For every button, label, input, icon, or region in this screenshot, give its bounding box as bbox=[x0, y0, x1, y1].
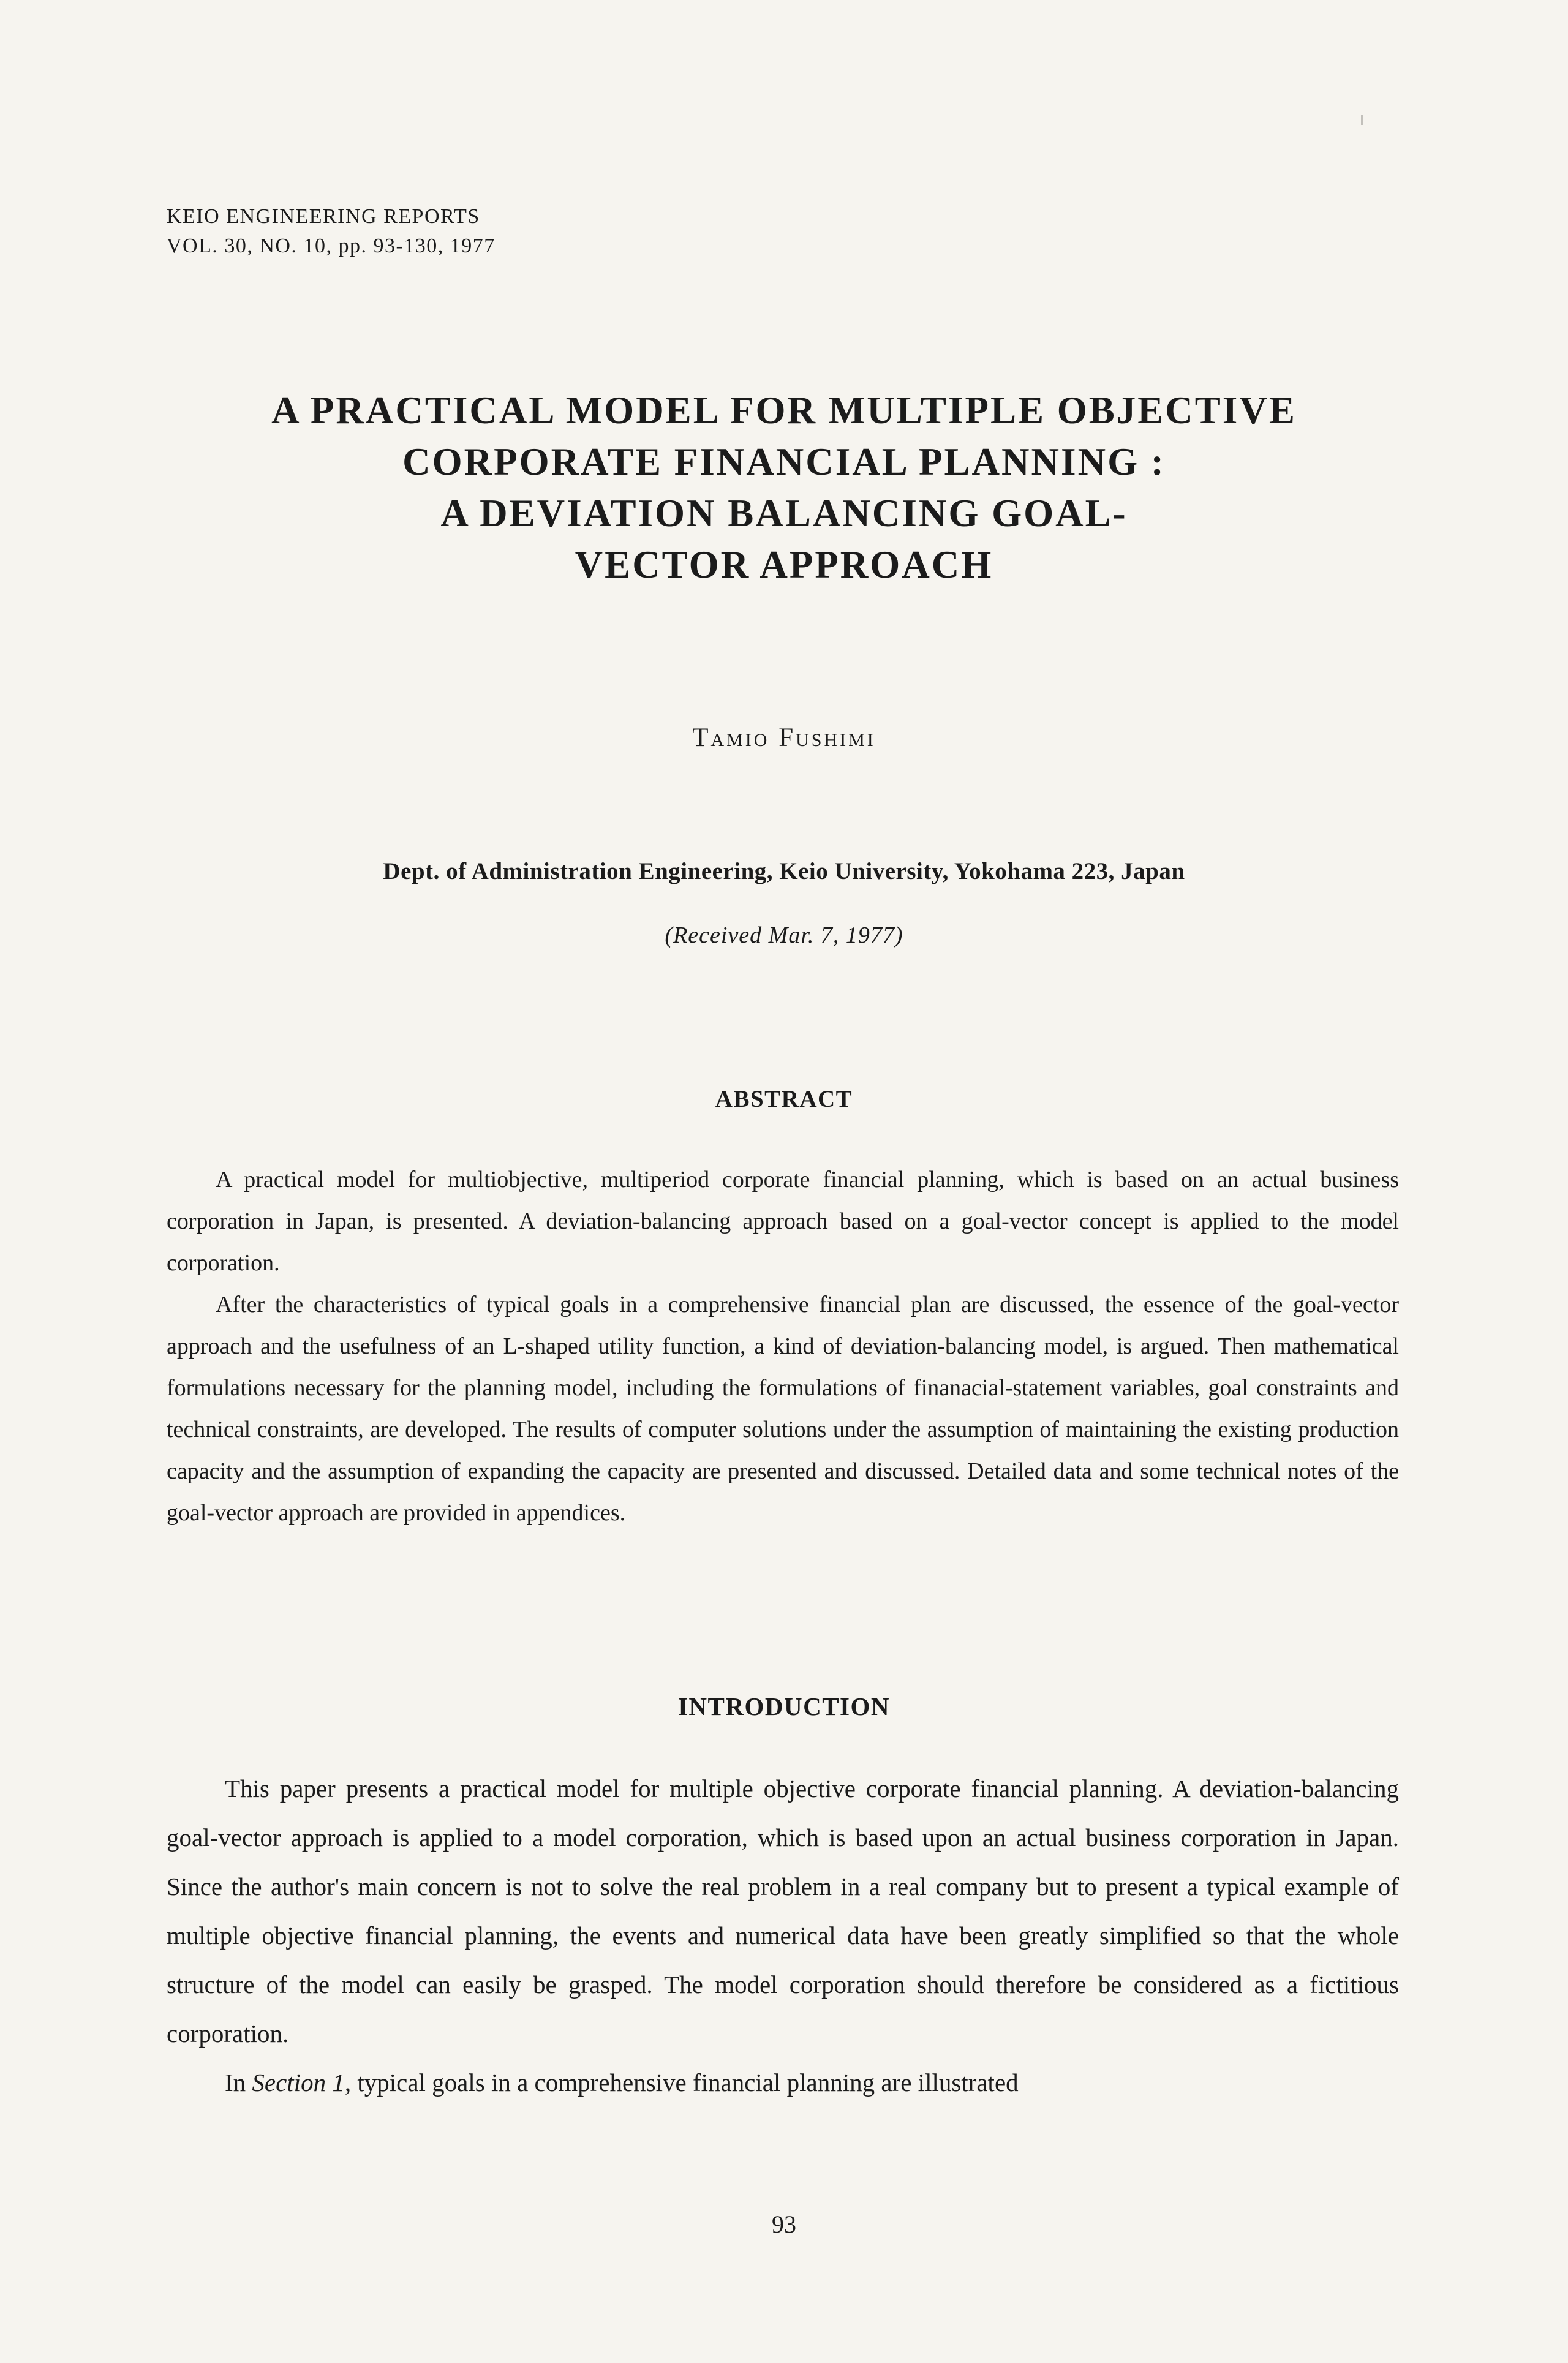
title-line-3: A DEVIATION BALANCING GOAL- bbox=[440, 492, 1128, 535]
abstract-body bbox=[167, 1159, 1399, 1534]
introduction-heading: INTRODUCTION bbox=[677, 1692, 891, 1720]
introduction-body bbox=[167, 1764, 1399, 2107]
journal-header bbox=[167, 202, 496, 261]
intro-p2-prefix: In bbox=[225, 2068, 252, 2097]
title-line-2: CORPORATE FINANCIAL PLANNING : bbox=[402, 440, 1166, 483]
introduction-paragraph-1: This paper presents a practical model for multiple objective corporate financial planning. A deviation-balancing goal-vector approach is applied to a model corporation, which is based upon an actual business corporation in Japan. Since the author's main concern is not to solve the real problem in a real company but to present a typical example of multiple objective financial planning, the events and numerical data have been greatly simplified so that the whole structure of the model can easily be grasped. The model corporation should therefore be considered as a fictitious corporation. bbox=[167, 1774, 1399, 2048]
abstract-paragraph-2: After the characteristics of typical goals in a comprehensive financial plan are discussed, the essence of the goal-vector approach and the usefulness of an L-shaped utility function, a kind of deviation-balancing model, is argued. Then mathematical formulations necessary for the planning model, including the formulations of finanacial-statement variables, goal constraints and technical constraints, are developed. The results of computer solutions under the assumption of maintaining the existing production capacity and the assumption of expanding the capacity are presented and discussed. Detailed data and some technical notes of the goal-vector approach are provided in appendices. bbox=[167, 1292, 1399, 1526]
intro-p2-suffix: , typical goals in a comprehensive financial planning are illustrated bbox=[344, 2068, 1019, 2097]
received-date: (Received Mar. 7, 1977) bbox=[665, 922, 903, 948]
paper-title bbox=[0, 385, 1568, 590]
title-line-1: A PRACTICAL MODEL FOR MULTIPLE OBJECTIVE bbox=[271, 389, 1297, 432]
intro-p2-section-reference: Section 1 bbox=[252, 2068, 345, 2097]
journal-name: KEIO ENGINEERING REPORTS bbox=[167, 205, 480, 228]
scan-artifact bbox=[1361, 115, 1363, 125]
affiliation: Dept. of Administration Engineering, Keio University, Yokohama 223, Japan bbox=[383, 858, 1185, 884]
title-line-4: VECTOR APPROACH bbox=[575, 543, 993, 586]
page-number: 93 bbox=[772, 2210, 796, 2238]
journal-volume-line: VOL. 30, NO. 10, pp. 93-130, 1977 bbox=[167, 235, 496, 257]
abstract-paragraph-1: A practical model for multiobjective, multiperiod corporate financial planning, which is based on an actual business corporation in Japan, is presented. A deviation-balancing approach based on a goal-vector concept is applied to the model corporation. bbox=[167, 1167, 1399, 1276]
abstract-heading: ABSTRACT bbox=[715, 1086, 853, 1112]
author-name: Tamio Fushimi bbox=[692, 723, 876, 752]
introduction-paragraph-2 bbox=[167, 2058, 1399, 2107]
